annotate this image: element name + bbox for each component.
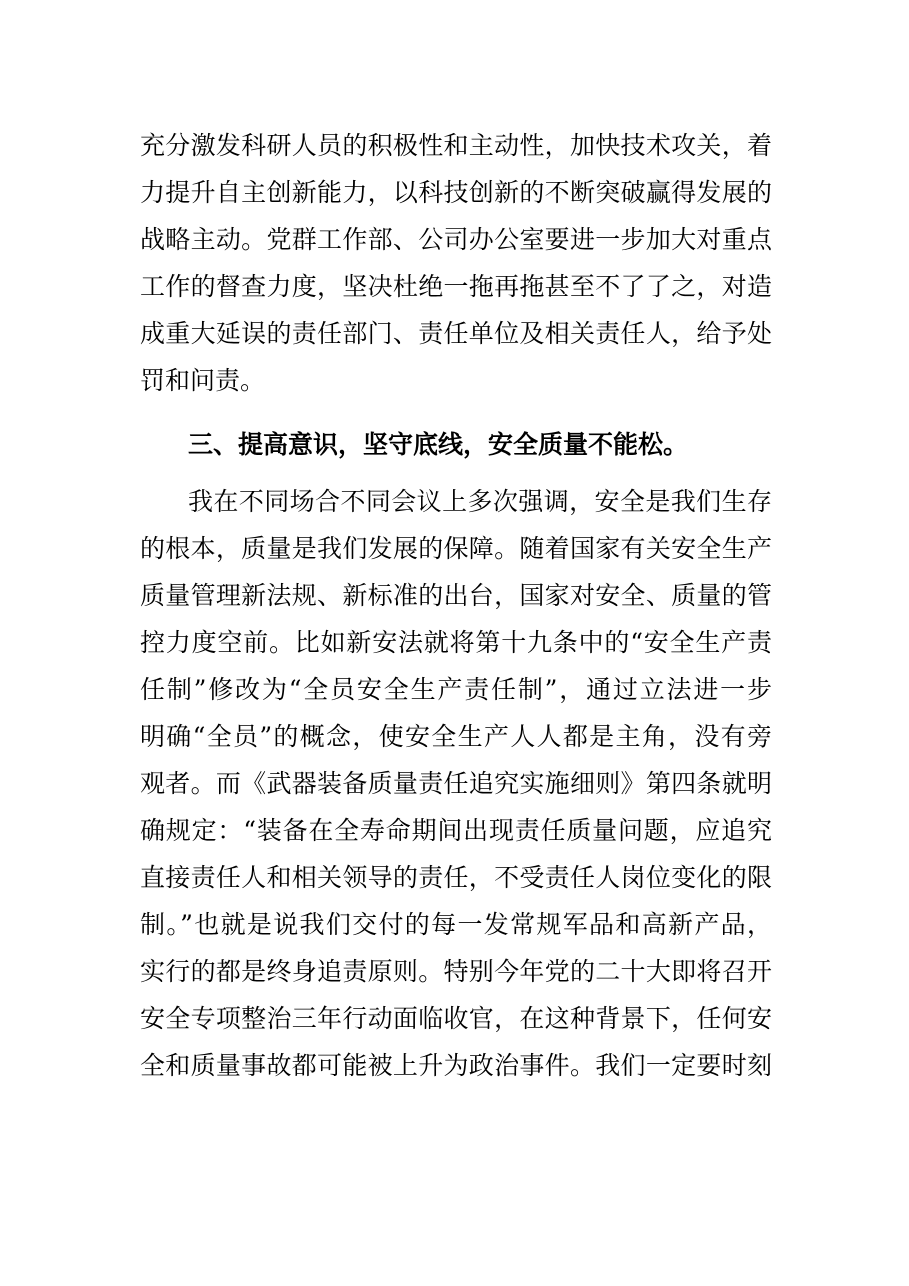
section-heading: 三、提高意识，坚守底线，安全质量不能松。 [188,430,689,459]
paragraph-line: 确规定：“装备在全寿命期间出现责任质量问题，应追究 [140,816,772,845]
paragraph-line: 工作的督查力度，坚决杜绝一拖再拖甚至不了了之，对造 [140,272,772,301]
paragraph-line: 质量管理新法规、新标准的出台，国家对安全、质量的管 [140,581,772,610]
paragraph-line: 控力度空前。比如新安法就将第十九条中的“安全生产责 [140,628,772,657]
paragraph-line: 战略主动。党群工作部、公司办公室要进一步加大对重点 [140,225,772,254]
paragraph-line: 罚和问责。 [140,366,266,395]
paragraph-line: 制。”也就是说我们交付的每一发常规军品和高新产品， [140,910,772,939]
paragraph-line: 充分激发科研人员的积极性和主动性，加快技术攻关，着 [140,131,772,160]
paragraph-line: 的根本，质量是我们发展的保障。随着国家有关安全生产 [140,534,772,563]
paragraph-line: 安全专项整治三年行动面临收官，在这种背景下，任何安 [140,1004,772,1033]
paragraph-line: 我在不同场合不同会议上多次强调，安全是我们生存 [188,487,772,516]
paragraph-line: 力提升自主创新能力，以科技创新的不断突破赢得发展的 [140,178,772,207]
paragraph-line: 成重大延误的责任部门、责任单位及相关责任人，给予处 [140,319,772,348]
paragraph-line: 全和质量事故都可能被上升为政治事件。我们一定要时刻 [140,1051,772,1080]
paragraph-line: 观者。而《武器装备质量责任追究实施细则》第四条就明 [140,769,772,798]
paragraph-line: 任制”修改为“全员安全生产责任制”，通过立法进一步 [140,675,772,704]
paragraph-line: 直接责任人和相关领导的责任，不受责任人岗位变化的限 [140,863,772,892]
paragraph-line: 实行的都是终身追责原则。特别今年党的二十大即将召开 [140,957,772,986]
paragraph-line: 明确“全员”的概念，使安全生产人人都是主角，没有旁 [140,722,772,751]
